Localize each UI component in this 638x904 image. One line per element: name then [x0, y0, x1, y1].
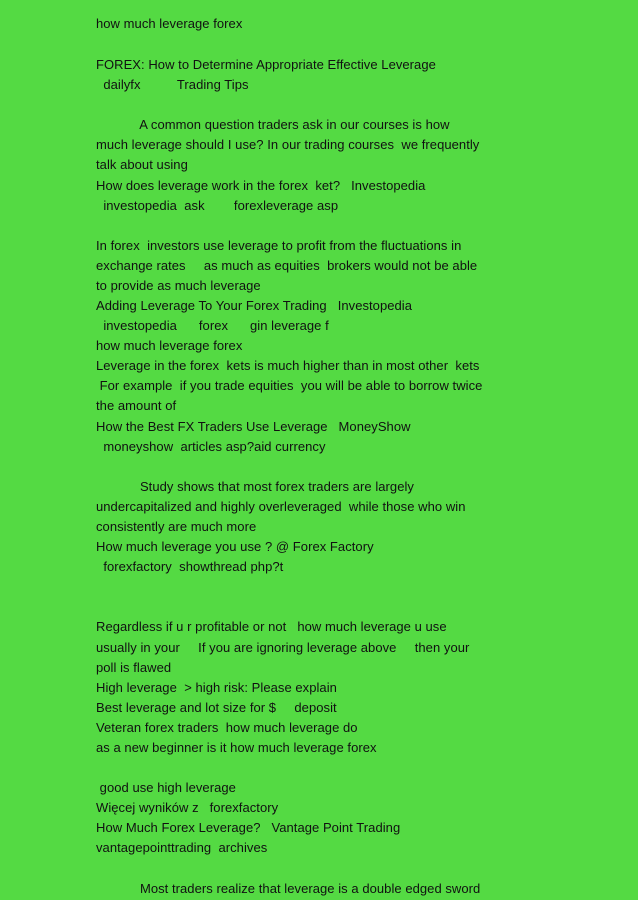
text-line: How much leverage you use ? @ Forex Factory	[96, 539, 374, 554]
text-line: How the Best FX Traders Use Leverage MoneyShow	[96, 419, 411, 434]
text-line: Veteran forex traders how much leverage do	[96, 720, 358, 735]
text-line: the amount of	[96, 398, 177, 413]
text-line: forexfactory showthread php?t	[96, 559, 284, 574]
text-line: Adding Leverage To Your Forex Trading Investopedia	[96, 298, 413, 313]
text-line: undercapitalized and highly overleveraged while those who win	[96, 499, 466, 514]
text-line: as a new beginner is it how much leverage forex	[96, 740, 377, 755]
text-line: to provide as much leverage	[96, 278, 261, 293]
text-line: FOREX: How to Determine Appropriate Effective Leverage	[96, 57, 436, 72]
page-bottom-edge	[0, 900, 638, 904]
text-line: A common question traders ask in our courses is how	[96, 117, 450, 132]
text-line: poll is flawed	[96, 660, 172, 675]
text-line: Best leverage and lot size for $ deposit	[96, 700, 337, 715]
text-line: How Much Forex Leverage? Vantage Point Trading	[96, 820, 401, 835]
text-line: For example if you trade equities you will be able to borrow twice	[96, 378, 483, 393]
text-line: usually in your If you are ignoring leverage above then your	[96, 640, 470, 655]
text-line: How does leverage work in the forex ket? Investopedia	[96, 178, 426, 193]
text-line: Więcej wyników z forexfactory	[96, 800, 279, 815]
text-line: In forex investors use leverage to profit from the fluctuations in	[96, 238, 462, 253]
text-line: Regardless if u r profitable or not how much leverage u use	[96, 619, 447, 634]
text-line: investopedia forex gin leverage f	[96, 318, 329, 333]
text-line: Study shows that most forex traders are largely	[96, 479, 414, 494]
text-line: talk about using	[96, 157, 188, 172]
text-line: Most traders realize that leverage is a double edged sword	[96, 881, 481, 896]
text-line: dailyfx Trading Tips	[96, 77, 249, 92]
text-line: consistently are much more	[96, 519, 257, 534]
text-line: how much leverage forex	[96, 338, 243, 353]
text-line: how much leverage forex	[96, 16, 243, 31]
text-line: good use high leverage	[96, 780, 236, 795]
text-line: exchange rates as much as equities brokers would not be able	[96, 258, 478, 273]
text-line: much leverage should I use? In our trading courses we frequently	[96, 137, 480, 152]
text-line: vantagepointtrading archives	[96, 840, 268, 855]
text-line: High leverage > high risk: Please explain	[96, 680, 337, 695]
text-line: investopedia ask forexleverage asp	[96, 198, 339, 213]
text-line: moneyshow articles asp?aid currency	[96, 439, 326, 454]
text-line: Leverage in the forex kets is much higher than in most other kets	[96, 358, 480, 373]
